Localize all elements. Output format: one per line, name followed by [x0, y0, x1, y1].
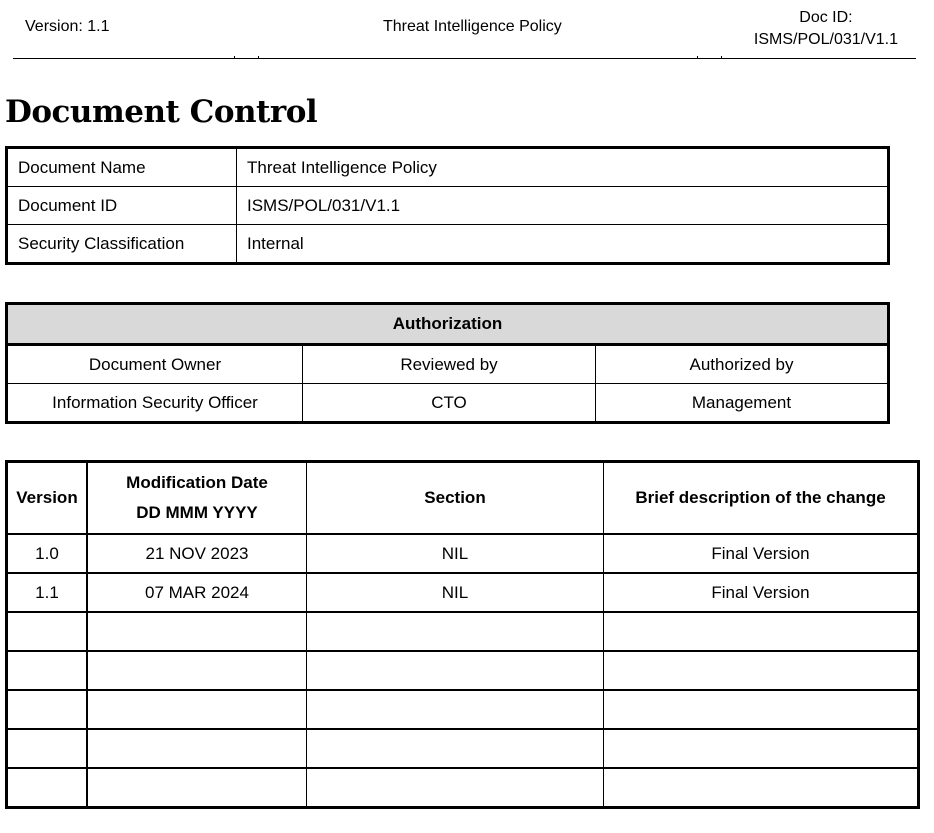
- table-row: [7, 534, 919, 573]
- table-row: [7, 729, 919, 768]
- page-title: Document Control: [5, 94, 318, 130]
- document-info-table: [5, 146, 890, 265]
- table-row: [7, 384, 889, 423]
- date-cell: [87, 729, 307, 768]
- section-cell: [307, 729, 604, 768]
- doc-info-value: ISMS/POL/031/V1.1: [237, 187, 889, 225]
- header-version: Version: 1.1: [25, 18, 110, 35]
- version-cell: [7, 612, 88, 651]
- page-header: [13, 0, 916, 59]
- section-cell: NIL: [307, 573, 604, 612]
- doc-info-label: Document Name: [7, 148, 237, 187]
- doc-info-label: Security Classification: [7, 225, 237, 264]
- column-header-date-line1: Modification Date: [126, 473, 268, 492]
- description-cell: [604, 612, 919, 651]
- version-cell: [7, 729, 88, 768]
- authorization-table: [5, 302, 890, 424]
- section-cell: [307, 768, 604, 808]
- header-tick-mark: [721, 56, 722, 59]
- description-cell: [604, 729, 919, 768]
- date-cell: [87, 651, 307, 690]
- section-cell: [307, 612, 604, 651]
- table-row: [7, 225, 889, 264]
- table-header-row: [7, 304, 889, 345]
- table-header-row: [7, 462, 919, 535]
- authorization-header: Reviewed by: [303, 345, 596, 384]
- section-cell: [307, 690, 604, 729]
- date-cell: [87, 690, 307, 729]
- version-cell: 1.0: [7, 534, 88, 573]
- column-header-modification-date: [87, 462, 307, 535]
- header-doc-id-label: Doc ID:: [799, 9, 853, 26]
- table-row: [7, 690, 919, 729]
- authorization-header: Authorized by: [596, 345, 889, 384]
- header-title: Threat Intelligence Policy: [383, 18, 562, 35]
- table-row: [7, 573, 919, 612]
- section-cell: [307, 651, 604, 690]
- doc-info-value: Threat Intelligence Policy: [237, 148, 889, 187]
- table-row: [7, 651, 919, 690]
- column-header-version: Version: [7, 462, 88, 535]
- section-cell: NIL: [307, 534, 604, 573]
- header-doc-id: [754, 7, 898, 51]
- date-cell: [87, 612, 307, 651]
- date-cell: [87, 768, 307, 808]
- authorization-value: Information Security Officer: [7, 384, 303, 423]
- doc-info-value: Internal: [237, 225, 889, 264]
- authorization-title: Authorization: [7, 304, 889, 345]
- date-cell: 07 MAR 2024: [87, 573, 307, 612]
- doc-info-label: Document ID: [7, 187, 237, 225]
- version-cell: [7, 651, 88, 690]
- header-tick-mark: [697, 56, 698, 59]
- authorization-value: Management: [596, 384, 889, 423]
- version-cell: [7, 690, 88, 729]
- column-header-description: Brief description of the change: [604, 462, 919, 535]
- header-doc-id-value: ISMS/POL/031/V1.1: [753, 31, 898, 48]
- version-cell: 1.1: [7, 573, 88, 612]
- version-cell: [7, 768, 88, 808]
- description-cell: [604, 690, 919, 729]
- description-cell: Final Version: [604, 534, 919, 573]
- authorization-header: Document Owner: [7, 345, 303, 384]
- column-header-date-line2: DD MMM YYYY: [136, 503, 258, 522]
- table-row: [7, 612, 919, 651]
- table-row: [7, 345, 889, 384]
- revision-history-table: [5, 460, 920, 809]
- table-row: [7, 148, 889, 187]
- table-row: [7, 187, 889, 225]
- description-cell: Final Version: [604, 573, 919, 612]
- table-row: [7, 768, 919, 808]
- header-tick-mark: [258, 56, 259, 59]
- authorization-value: CTO: [303, 384, 596, 423]
- date-cell: 21 NOV 2023: [87, 534, 307, 573]
- header-tick-mark: [234, 56, 235, 59]
- description-cell: [604, 651, 919, 690]
- column-header-section: Section: [307, 462, 604, 535]
- description-cell: [604, 768, 919, 808]
